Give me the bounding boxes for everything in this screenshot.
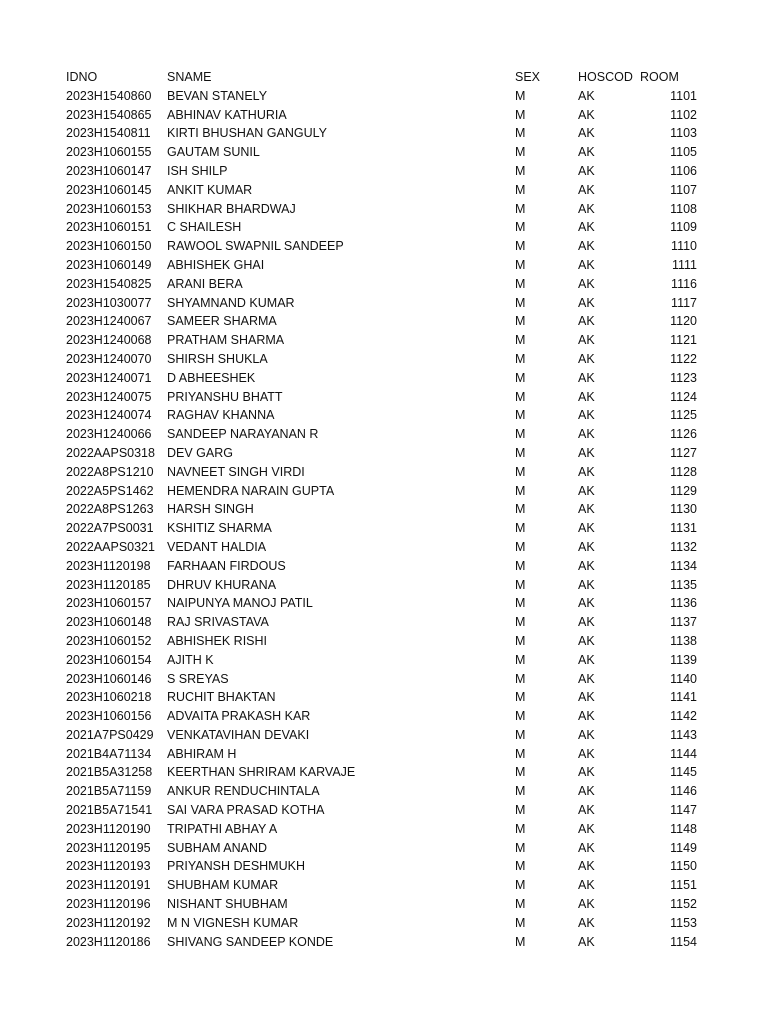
cell-room: 1154: [670, 934, 697, 949]
cell-idno: 2023H1240074: [66, 408, 152, 423]
cell-hoscod: AK: [578, 314, 595, 329]
cell-room: 1129: [670, 483, 697, 498]
cell-sex: M: [515, 539, 526, 554]
table-row: [0, 256, 768, 275]
cell-sex: M: [515, 445, 526, 460]
cell-sname: ABHINAV KATHURIA: [167, 107, 287, 122]
table-row: [0, 275, 768, 294]
table-row: [0, 726, 768, 745]
cell-room: 1121: [670, 333, 697, 348]
cell-sname: AJITH K: [167, 652, 214, 667]
cell-sex: M: [515, 464, 526, 479]
cell-idno: 2021A7PS0429: [66, 727, 154, 742]
cell-idno: 2023H1060145: [66, 182, 152, 197]
cell-idno: 2023H1240066: [66, 427, 152, 442]
cell-room: 1145: [670, 765, 697, 780]
cell-idno: 2021B4A71134: [66, 746, 152, 761]
cell-sex: M: [515, 746, 526, 761]
cell-sname: C SHAILESH: [167, 220, 242, 235]
cell-hoscod: AK: [578, 821, 595, 836]
cell-idno: 2023H1120186: [66, 934, 151, 949]
table-row: [0, 482, 768, 501]
cell-hoscod: AK: [578, 577, 595, 592]
cell-sname: TRIPATHI ABHAY A: [167, 821, 278, 836]
cell-hoscod: AK: [578, 502, 595, 517]
cell-room: 1152: [670, 897, 697, 912]
cell-sex: M: [515, 840, 526, 855]
table-row: [0, 763, 768, 782]
cell-sex: M: [515, 690, 526, 705]
table-row: [0, 745, 768, 764]
cell-room: 1141: [670, 690, 697, 705]
cell-sex: M: [515, 427, 526, 442]
cell-sname: SAI VARA PRASAD KOTHA: [167, 803, 325, 818]
cell-room: 1128: [670, 464, 697, 479]
cell-hoscod: AK: [578, 596, 595, 611]
cell-sname: SUBHAM ANAND: [167, 840, 268, 855]
cell-sex: M: [515, 521, 526, 536]
cell-idno: 2023H1060150: [66, 239, 152, 254]
cell-sex: M: [515, 671, 526, 686]
cell-room: 1124: [670, 389, 697, 404]
cell-idno: 2023H1240070: [66, 351, 152, 366]
cell-idno: 2023H1540811: [66, 126, 151, 141]
cell-hoscod: AK: [578, 107, 595, 122]
table-row: [0, 237, 768, 256]
cell-sname: SHYAMNAND KUMAR: [167, 295, 295, 310]
table-row: [0, 519, 768, 538]
cell-sname: DHRUV KHURANA: [167, 577, 277, 592]
cell-sname: ANKUR RENDUCHINTALA: [167, 784, 320, 799]
cell-room: 1144: [670, 746, 697, 761]
cell-sname: KSHITIZ SHARMA: [167, 521, 272, 536]
cell-sname: BEVAN STANELY: [167, 88, 268, 103]
cell-sname: SHIVANG SANDEEP KONDE: [167, 934, 334, 949]
cell-room: 1103: [670, 126, 697, 141]
cell-room: 1106: [670, 163, 697, 178]
cell-hoscod: AK: [578, 915, 595, 930]
cell-idno: 2023H1060154: [66, 652, 152, 667]
header-sname: SNAME: [167, 70, 212, 84]
cell-idno: 2023H1240075: [66, 389, 152, 404]
cell-sex: M: [515, 483, 526, 498]
cell-room: 1136: [670, 596, 697, 611]
table-row: [0, 857, 768, 876]
cell-idno: 2022A7PS0031: [66, 521, 154, 536]
header-room: ROOM: [640, 70, 679, 84]
cell-room: 1134: [670, 558, 697, 573]
cell-sname: ABHIRAM H: [167, 746, 237, 761]
table-row: [0, 124, 768, 143]
cell-idno: 2023H1060218: [66, 690, 152, 705]
cell-hoscod: AK: [578, 464, 595, 479]
table-row: [0, 613, 768, 632]
cell-idno: 2023H1060153: [66, 201, 152, 216]
cell-sex: M: [515, 351, 526, 366]
cell-hoscod: AK: [578, 521, 595, 536]
cell-room: 1138: [670, 633, 697, 648]
cell-hoscod: AK: [578, 671, 595, 686]
table-row: [0, 801, 768, 820]
table-row: [0, 707, 768, 726]
cell-hoscod: AK: [578, 182, 595, 197]
cell-room: 1149: [670, 840, 697, 855]
cell-hoscod: AK: [578, 276, 595, 291]
cell-sex: M: [515, 934, 526, 949]
cell-sex: M: [515, 145, 526, 160]
cell-hoscod: AK: [578, 690, 595, 705]
table-row: [0, 670, 768, 689]
table-row: [0, 331, 768, 350]
cell-hoscod: AK: [578, 633, 595, 648]
cell-hoscod: AK: [578, 408, 595, 423]
cell-sex: M: [515, 727, 526, 742]
cell-idno: 2022A5PS1462: [66, 483, 154, 498]
cell-hoscod: AK: [578, 539, 595, 554]
cell-sex: M: [515, 821, 526, 836]
cell-sex: M: [515, 859, 526, 874]
cell-idno: 2023H1120193: [66, 859, 151, 874]
cell-sname: ABHISHEK RISHI: [167, 633, 268, 648]
cell-room: 1143: [670, 727, 697, 742]
cell-room: 1101: [670, 88, 697, 103]
cell-hoscod: AK: [578, 163, 595, 178]
cell-idno: 2023H1060155: [66, 145, 152, 160]
cell-sex: M: [515, 502, 526, 517]
table-row: [0, 557, 768, 576]
cell-idno: 2023H1120192: [66, 915, 151, 930]
table-row: [0, 914, 768, 933]
cell-idno: 2023H1060148: [66, 615, 152, 630]
cell-hoscod: AK: [578, 784, 595, 799]
table-row: [0, 895, 768, 914]
cell-sname: ISH SHILP: [167, 163, 228, 178]
cell-sex: M: [515, 314, 526, 329]
header-idno: IDNO: [66, 70, 98, 84]
cell-idno: 2023H1060157: [66, 596, 152, 611]
cell-sname: ABHISHEK GHAI: [167, 257, 265, 272]
cell-sex: M: [515, 408, 526, 423]
cell-idno: 2023H1540860: [66, 88, 152, 103]
cell-hoscod: AK: [578, 615, 595, 630]
cell-sname: SHIRSH SHUKLA: [167, 351, 268, 366]
cell-room: 1139: [670, 652, 697, 667]
cell-hoscod: AK: [578, 483, 595, 498]
cell-idno: 2021B5A71159: [66, 784, 152, 799]
cell-room: 1137: [670, 615, 697, 630]
cell-sex: M: [515, 784, 526, 799]
cell-hoscod: AK: [578, 295, 595, 310]
cell-idno: 2023H1120185: [66, 577, 151, 592]
cell-room: 1107: [670, 182, 697, 197]
header-sex: SEX: [515, 70, 541, 84]
table-row: [0, 425, 768, 444]
cell-sex: M: [515, 765, 526, 780]
table-row: [0, 820, 768, 839]
cell-room: 1109: [670, 220, 697, 235]
cell-sex: M: [515, 333, 526, 348]
cell-hoscod: AK: [578, 840, 595, 855]
cell-sex: M: [515, 652, 526, 667]
cell-hoscod: AK: [578, 427, 595, 442]
cell-hoscod: AK: [578, 727, 595, 742]
cell-sname: GAUTAM SUNIL: [167, 145, 260, 160]
cell-sex: M: [515, 239, 526, 254]
cell-room: 1142: [670, 709, 697, 724]
cell-sex: M: [515, 633, 526, 648]
cell-sname: SHUBHAM KUMAR: [167, 878, 279, 893]
cell-room: 1135: [670, 577, 697, 592]
cell-sname: PRIYANSH DESHMUKH: [167, 859, 305, 874]
cell-room: 1147: [670, 803, 697, 818]
cell-room: 1132: [670, 539, 697, 554]
cell-idno: 2023H1060156: [66, 709, 152, 724]
table-row: [0, 388, 768, 407]
table-row: [0, 594, 768, 613]
table-row: [0, 312, 768, 331]
cell-sex: M: [515, 107, 526, 122]
cell-hoscod: AK: [578, 878, 595, 893]
cell-sex: M: [515, 558, 526, 573]
table-row: [0, 143, 768, 162]
cell-idno: 2023H1120191: [66, 878, 151, 893]
cell-sname: S SREYAS: [167, 671, 229, 686]
cell-sex: M: [515, 257, 526, 272]
cell-sex: M: [515, 803, 526, 818]
cell-room: 1127: [670, 445, 697, 460]
table-row: [0, 576, 768, 595]
cell-sname: RAWOOL SWAPNIL SANDEEP: [167, 239, 344, 254]
cell-sex: M: [515, 163, 526, 178]
cell-idno: 2023H1240068: [66, 333, 152, 348]
cell-sname: KIRTI BHUSHAN GANGULY: [167, 126, 327, 141]
cell-sname: NISHANT SHUBHAM: [167, 897, 288, 912]
cell-sex: M: [515, 577, 526, 592]
cell-room: 1146: [670, 784, 697, 799]
table-row: [0, 106, 768, 125]
cell-room: 1111: [671, 257, 697, 272]
cell-idno: 2023H1120198: [66, 558, 151, 573]
table-row: [0, 782, 768, 801]
cell-idno: 2021B5A31258: [66, 765, 153, 780]
table-row: [0, 294, 768, 313]
cell-room: 1151: [670, 878, 697, 893]
cell-hoscod: AK: [578, 803, 595, 818]
table-row: [0, 538, 768, 557]
cell-sex: M: [515, 389, 526, 404]
cell-sex: M: [515, 276, 526, 291]
cell-hoscod: AK: [578, 897, 595, 912]
cell-hoscod: AK: [578, 652, 595, 667]
cell-room: 1122: [670, 351, 697, 366]
cell-room: 1140: [670, 671, 697, 686]
cell-sname: PRIYANSHU BHATT: [167, 389, 283, 404]
table-row: [0, 87, 768, 106]
cell-sex: M: [515, 201, 526, 216]
cell-room: 1126: [670, 427, 697, 442]
table-row: [0, 688, 768, 707]
cell-idno: 2023H1540825: [66, 276, 152, 291]
cell-sex: M: [515, 596, 526, 611]
cell-hoscod: AK: [578, 709, 595, 724]
cell-sname: RAGHAV KHANNA: [167, 408, 275, 423]
cell-hoscod: AK: [578, 934, 595, 949]
cell-room: 1120: [670, 314, 697, 329]
cell-room: 1130: [670, 502, 697, 517]
cell-room: 1102: [670, 107, 697, 122]
table-row: [0, 463, 768, 482]
cell-sex: M: [515, 220, 526, 235]
cell-sex: M: [515, 709, 526, 724]
cell-idno: 2023H1120196: [66, 897, 151, 912]
cell-room: 1105: [670, 145, 697, 160]
table-row: [0, 632, 768, 651]
cell-hoscod: AK: [578, 239, 595, 254]
cell-hoscod: AK: [578, 859, 595, 874]
cell-idno: 2023H1240067: [66, 314, 152, 329]
cell-hoscod: AK: [578, 765, 595, 780]
cell-idno: 2023H1030077: [66, 295, 152, 310]
table-row: [0, 162, 768, 181]
cell-hoscod: AK: [578, 333, 595, 348]
cell-sex: M: [515, 615, 526, 630]
table-row: [0, 500, 768, 519]
table-row: [0, 444, 768, 463]
cell-room: 1125: [670, 408, 697, 423]
cell-hoscod: AK: [578, 370, 595, 385]
cell-sname: HARSH SINGH: [167, 502, 254, 517]
cell-hoscod: AK: [578, 88, 595, 103]
cell-idno: 2023H1060152: [66, 633, 152, 648]
table-row: [0, 200, 768, 219]
cell-idno: 2022AAPS0321: [66, 539, 155, 554]
cell-hoscod: AK: [578, 389, 595, 404]
cell-sex: M: [515, 295, 526, 310]
cell-sname: FARHAAN FIRDOUS: [167, 558, 286, 573]
cell-room: 1123: [670, 370, 697, 385]
cell-hoscod: AK: [578, 257, 595, 272]
cell-sex: M: [515, 897, 526, 912]
cell-sname: NAIPUNYA MANOJ PATIL: [167, 596, 313, 611]
table-row: [0, 839, 768, 858]
cell-idno: 2023H1540865: [66, 107, 152, 122]
header-row: [0, 68, 768, 87]
cell-sname: NAVNEET SINGH VIRDI: [167, 464, 305, 479]
cell-idno: 2023H1240071: [66, 370, 152, 385]
cell-sex: M: [515, 878, 526, 893]
cell-idno: 2022A8PS1263: [66, 502, 154, 517]
cell-sname: RAJ SRIVASTAVA: [167, 615, 269, 630]
cell-idno: 2021B5A71541: [66, 803, 153, 818]
table-row: [0, 350, 768, 369]
table-row: [0, 406, 768, 425]
cell-idno: 2023H1060151: [66, 220, 152, 235]
table-row: [0, 218, 768, 237]
table-row: [0, 651, 768, 670]
cell-idno: 2022A8PS1210: [66, 464, 154, 479]
cell-hoscod: AK: [578, 126, 595, 141]
cell-hoscod: AK: [578, 145, 595, 160]
cell-sname: D ABHEESHEK: [167, 370, 256, 385]
cell-idno: 2023H1060146: [66, 671, 152, 686]
cell-idno: 2023H1060149: [66, 257, 152, 272]
cell-hoscod: AK: [578, 220, 595, 235]
cell-hoscod: AK: [578, 351, 595, 366]
cell-room: 1110: [671, 239, 697, 254]
header-hoscod: HOSCOD: [578, 70, 633, 84]
cell-room: 1131: [670, 521, 697, 536]
cell-sex: M: [515, 915, 526, 930]
cell-room: 1116: [671, 276, 697, 291]
cell-sex: M: [515, 88, 526, 103]
cell-sname: SHIKHAR BHARDWAJ: [167, 201, 296, 216]
cell-sname: RUCHIT BHAKTAN: [167, 690, 276, 705]
cell-idno: 2023H1060147: [66, 163, 152, 178]
cell-room: 1153: [670, 915, 697, 930]
table-row: [0, 369, 768, 388]
cell-sname: VENKATAVIHAN DEVAKI: [167, 727, 310, 742]
cell-room: 1148: [670, 821, 697, 836]
cell-sname: M N VIGNESH KUMAR: [167, 915, 299, 930]
cell-idno: 2022AAPS0318: [66, 445, 155, 460]
table-row: [0, 876, 768, 895]
cell-sname: ADVAITA PRAKASH KAR: [167, 709, 311, 724]
cell-room: 1117: [671, 295, 697, 310]
table-body: [0, 87, 768, 952]
cell-idno: 2023H1120195: [66, 840, 151, 855]
cell-sname: ARANI BERA: [167, 276, 243, 291]
cell-sname: SANDEEP NARAYANAN R: [167, 427, 319, 442]
cell-idno: 2023H1120190: [66, 821, 151, 836]
cell-sex: M: [515, 126, 526, 141]
cell-room: 1108: [670, 201, 697, 216]
cell-hoscod: AK: [578, 746, 595, 761]
cell-sname: SAMEER SHARMA: [167, 314, 277, 329]
cell-sex: M: [515, 370, 526, 385]
cell-hoscod: AK: [578, 445, 595, 460]
cell-sex: M: [515, 182, 526, 197]
cell-sname: DEV GARG: [167, 445, 233, 460]
table-row: [0, 181, 768, 200]
table-row: [0, 933, 768, 952]
cell-sname: VEDANT HALDIA: [167, 539, 267, 554]
cell-hoscod: AK: [578, 201, 595, 216]
cell-sname: PRATHAM SHARMA: [167, 333, 285, 348]
cell-sname: KEERTHAN SHRIRAM KARVAJE: [167, 765, 356, 780]
cell-sname: HEMENDRA NARAIN GUPTA: [167, 483, 335, 498]
cell-hoscod: AK: [578, 558, 595, 573]
room-allotment-table: [0, 68, 768, 951]
cell-sname: ANKIT KUMAR: [167, 182, 253, 197]
cell-room: 1150: [670, 859, 697, 874]
